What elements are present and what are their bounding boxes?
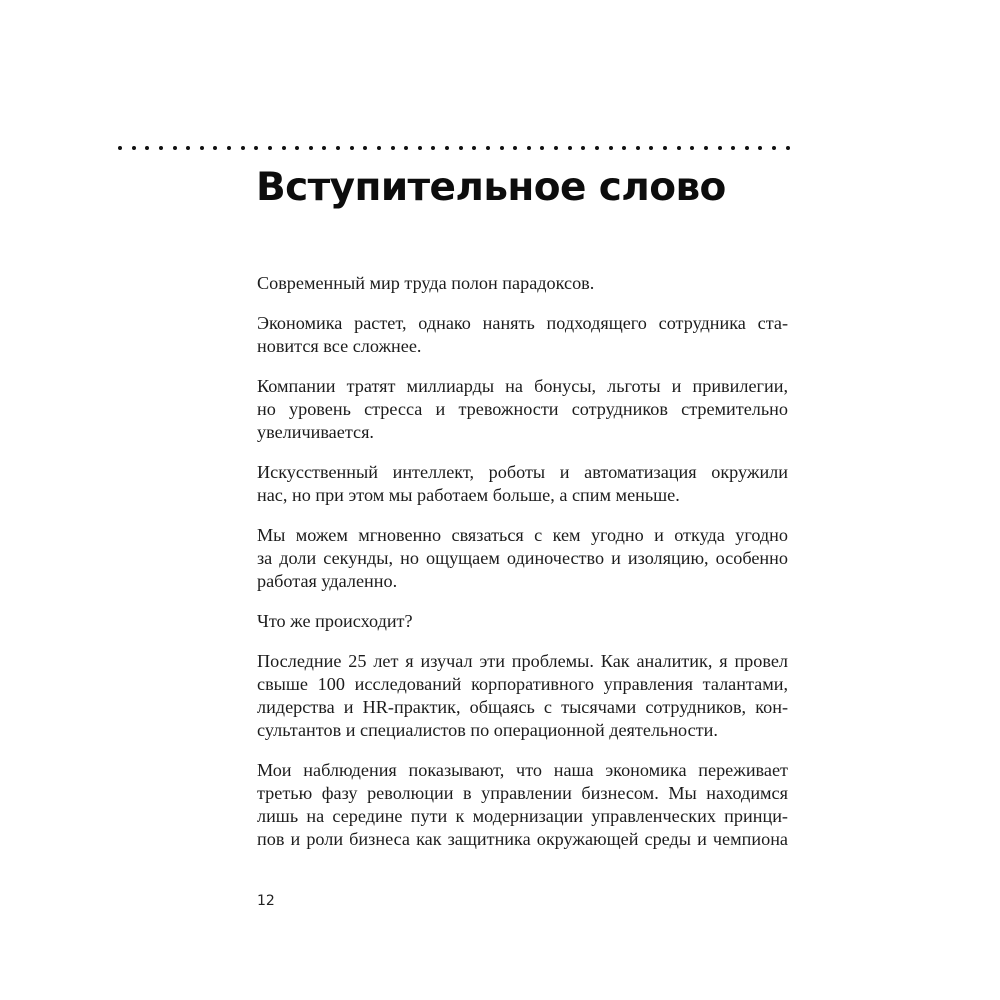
paragraph bbox=[257, 759, 788, 851]
dot bbox=[145, 146, 149, 150]
text-line: Экономика растет, однако нанять подходящего сотрудника ста- bbox=[257, 313, 788, 333]
dot bbox=[322, 146, 326, 150]
dot bbox=[568, 146, 572, 150]
dot bbox=[295, 146, 299, 150]
dot bbox=[636, 146, 640, 150]
dot bbox=[609, 146, 613, 150]
dot bbox=[173, 146, 177, 150]
dot bbox=[677, 146, 681, 150]
text-line: пов и роли бизнеса как защитника окружающей среды и чемпиона bbox=[257, 829, 788, 849]
dot bbox=[690, 146, 694, 150]
dot bbox=[254, 146, 258, 150]
dot bbox=[486, 146, 490, 150]
dot bbox=[513, 146, 517, 150]
text-line: лишь на середине пути к модернизации управленческих принци- bbox=[257, 806, 788, 826]
text-line: работая удаленно. bbox=[257, 571, 398, 591]
text-line: Последние 25 лет я изучал эти проблемы. Как аналитик, я провел bbox=[257, 651, 788, 671]
dot bbox=[540, 146, 544, 150]
dot bbox=[431, 146, 435, 150]
paragraph bbox=[257, 312, 788, 358]
text-line: свыше 100 исследований корпоративного управления талантами, bbox=[257, 674, 788, 694]
chapter-title: Вступительное слово bbox=[256, 165, 726, 210]
text-line: Компании тратят миллиарды на бонусы, льготы и привилегии, bbox=[257, 376, 788, 396]
text-line: Современный мир труда полон парадоксов. bbox=[257, 273, 595, 293]
dot bbox=[595, 146, 599, 150]
paragraph bbox=[257, 650, 788, 742]
dot bbox=[786, 146, 790, 150]
dot bbox=[472, 146, 476, 150]
dot bbox=[418, 146, 422, 150]
dot bbox=[350, 146, 354, 150]
text-line: нас, но при этом мы работаем больше, а спим меньше. bbox=[257, 485, 680, 505]
paragraph bbox=[257, 272, 788, 295]
text-line: сультантов и специалистов по операционной деятельности. bbox=[257, 720, 718, 740]
dot bbox=[404, 146, 408, 150]
text-line: Что же происходит? bbox=[257, 611, 413, 631]
text-line: Мои наблюдения показывают, что наша экономика переживает bbox=[257, 760, 788, 780]
dot bbox=[500, 146, 504, 150]
page-number: 12 bbox=[257, 893, 275, 909]
paragraph bbox=[257, 524, 788, 593]
dot bbox=[132, 146, 136, 150]
dot bbox=[268, 146, 272, 150]
text-line: Мы можем мгновенно связаться с кем угодно и откуда угодно bbox=[257, 525, 788, 545]
text-line: Искусственный интеллект, роботы и автоматизация окружили bbox=[257, 462, 788, 482]
dot bbox=[159, 146, 163, 150]
dot bbox=[186, 146, 190, 150]
dot bbox=[118, 146, 122, 150]
paragraph bbox=[257, 461, 788, 507]
text-line: лидерства и HR-практик, общаясь с тысячами сотрудников, кон- bbox=[257, 697, 788, 717]
text-line: новится все сложнее. bbox=[257, 336, 422, 356]
text-line: увеличивается. bbox=[257, 422, 374, 442]
dot bbox=[581, 146, 585, 150]
dot bbox=[758, 146, 762, 150]
dot bbox=[241, 146, 245, 150]
dot bbox=[282, 146, 286, 150]
paragraph bbox=[257, 610, 788, 633]
dot bbox=[213, 146, 217, 150]
dot bbox=[309, 146, 313, 150]
dot bbox=[445, 146, 449, 150]
body-text bbox=[257, 272, 788, 868]
text-line: за доли секунды, но ощущаем одиночество и изоляцию, особенно bbox=[257, 548, 788, 568]
dot bbox=[704, 146, 708, 150]
text-line: но уровень стресса и тревожности сотрудников стремительно bbox=[257, 399, 788, 419]
dot bbox=[622, 146, 626, 150]
dot bbox=[554, 146, 558, 150]
dot bbox=[663, 146, 667, 150]
text-line: третью фазу революции в управлении бизнесом. Мы находимся bbox=[257, 783, 788, 803]
dot bbox=[527, 146, 531, 150]
dot bbox=[772, 146, 776, 150]
dot bbox=[459, 146, 463, 150]
dot bbox=[731, 146, 735, 150]
dot bbox=[200, 146, 204, 150]
dot bbox=[649, 146, 653, 150]
decorative-dotted-rule bbox=[118, 144, 790, 152]
paragraph bbox=[257, 375, 788, 444]
dot bbox=[336, 146, 340, 150]
dot bbox=[718, 146, 722, 150]
dot bbox=[227, 146, 231, 150]
dot bbox=[377, 146, 381, 150]
dot bbox=[363, 146, 367, 150]
dot bbox=[745, 146, 749, 150]
dot bbox=[391, 146, 395, 150]
